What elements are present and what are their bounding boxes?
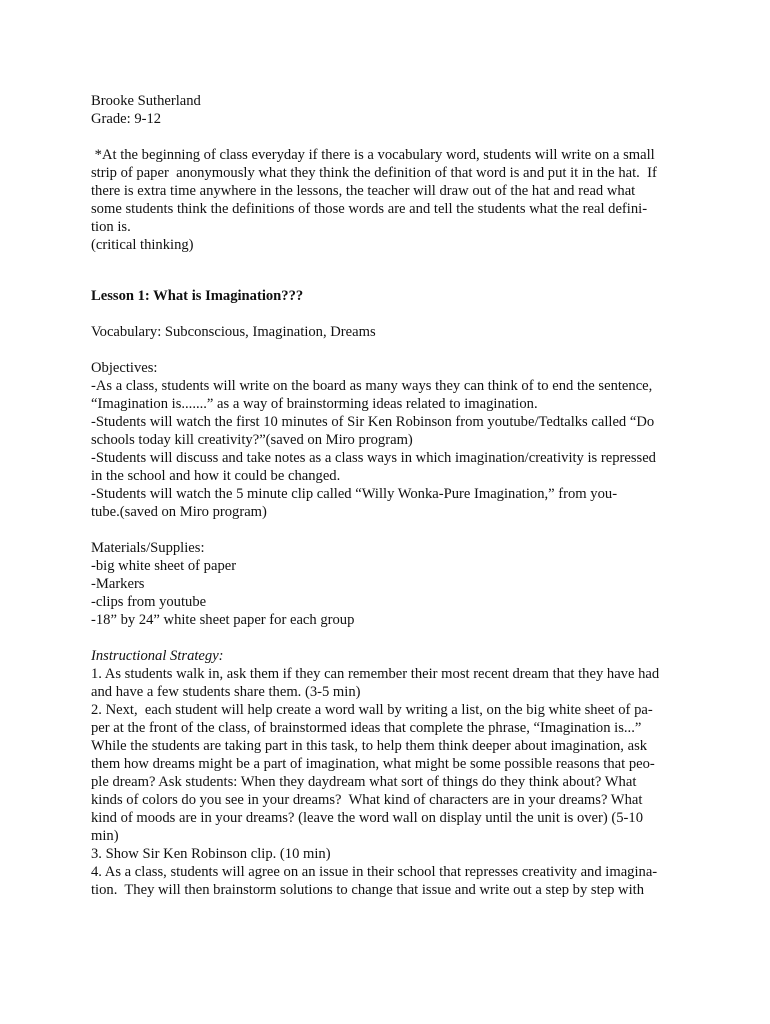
- objective-line: -As a class, students will write on the board as many ways they can think of to end the sentence,: [91, 378, 653, 394]
- author-name: Brooke Sutherland: [91, 93, 201, 109]
- strategy-line: kind of moods are in your dreams? (leave the word wall on display until the unit is over) (5-10: [91, 810, 643, 826]
- strategy-section: [91, 647, 681, 899]
- spacer: [91, 341, 681, 359]
- spacer: [91, 305, 681, 323]
- objectives-heading: Objectives:: [91, 360, 158, 376]
- strategy-line: tion. They will then brainstorm solutions to change that issue and write out a step by step with: [91, 882, 644, 898]
- intro-line: (critical thinking): [91, 237, 194, 253]
- spacer: [91, 254, 681, 287]
- material-item: -big white sheet of paper: [91, 558, 237, 574]
- strategy-heading: Instructional Strategy:: [91, 648, 224, 664]
- strategy-line: per at the front of the class, of brainstormed ideas that complete the phrase, “Imagination is...”: [91, 720, 642, 736]
- objective-line: in the school and how it could be changed.: [91, 468, 341, 484]
- materials-heading: Materials/Supplies:: [91, 540, 205, 556]
- objective-line: -Students will watch the first 10 minutes of Sir Ken Robinson from youtube/Tedtalks called “Do: [91, 414, 655, 430]
- strategy-line: While the students are taking part in this task, to help them think deeper about imagination, ask: [91, 738, 648, 754]
- strategy-line: and have a few students share them. (3-5 min): [91, 684, 361, 700]
- materials-section: [91, 539, 681, 629]
- strategy-line: them how dreams might be a part of imagination, what might be some possible reasons that peo-: [91, 756, 655, 772]
- spacer: [91, 629, 681, 647]
- objective-line: “Imagination is.......” as a way of brainstorming ideas related to imagination.: [91, 396, 538, 412]
- strategy-line: 1. As students walk in, ask them if they can remember their most recent dream that they have had: [91, 666, 660, 682]
- strategy-line: kinds of colors do you see in your dreams? What kind of characters are in your dreams? What: [91, 792, 643, 808]
- strategy-line: 4. As a class, students will agree on an issue in their school that represses creativity and imagina-: [91, 864, 658, 880]
- intro-line: some students think the definitions of those words are and tell the students what the real defini-: [91, 201, 648, 217]
- material-item: -Markers: [91, 576, 145, 592]
- material-item: -clips from youtube: [91, 594, 207, 610]
- objectives-section: [91, 359, 681, 521]
- objective-line: -Students will discuss and take notes as a class ways in which imagination/creativity is repressed: [91, 450, 656, 466]
- spacer: [91, 128, 681, 146]
- spacer: [91, 521, 681, 539]
- intro-line: tion is.: [91, 219, 131, 235]
- strategy-line: 3. Show Sir Ken Robinson clip. (10 min): [91, 846, 331, 862]
- intro-paragraph: [91, 146, 681, 254]
- intro-line: *At the beginning of class everyday if there is a vocabulary word, students will write on a small: [91, 147, 655, 163]
- objective-line: schools today kill creativity?”(saved on Miro program): [91, 432, 413, 448]
- lesson-title: Lesson 1: What is Imagination???: [91, 288, 304, 304]
- grade-level: Grade: 9-12: [91, 111, 162, 127]
- intro-line: there is extra time anywhere in the lessons, the teacher will draw out of the hat and read what: [91, 183, 636, 199]
- material-item: -18” by 24” white sheet paper for each group: [91, 612, 355, 628]
- objective-line: tube.(saved on Miro program): [91, 504, 267, 520]
- objective-line: -Students will watch the 5 minute clip called “Willy Wonka-Pure Imagination,” from you-: [91, 486, 618, 502]
- intro-line: strip of paper anonymously what they think the definition of that word is and put it in the hat. If: [91, 165, 657, 181]
- strategy-line: min): [91, 828, 119, 844]
- strategy-line: 2. Next, each student will help create a word wall by writing a list, on the big white sheet of pa-: [91, 702, 653, 718]
- vocabulary-line: Vocabulary: Subconscious, Imagination, Dreams: [91, 324, 376, 340]
- strategy-line: ple dream? Ask students: When they daydream what sort of things do they think about? What: [91, 774, 637, 790]
- document-page: [91, 92, 681, 899]
